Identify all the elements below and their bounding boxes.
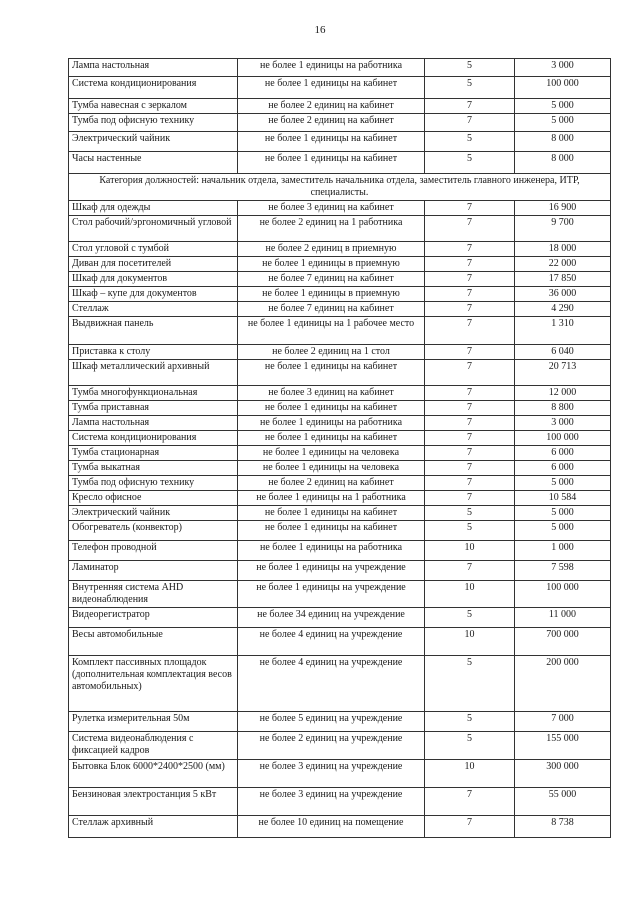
norm-cell: не более 1 единицы на кабинет: [238, 360, 425, 386]
price-cell: 1 000: [515, 541, 611, 561]
norm-cell: не более 7 единиц на кабинет: [238, 302, 425, 317]
service-life-cell: 7: [425, 317, 515, 345]
norm-cell: не более 1 единицы на учреждение: [238, 561, 425, 581]
table-row: [69, 242, 611, 257]
service-life-cell: 7: [425, 416, 515, 431]
table-row: [69, 491, 611, 506]
service-life-cell: 7: [425, 201, 515, 216]
service-life-cell: 5: [425, 152, 515, 174]
item-name-cell: Тумба навесная с зеркалом: [69, 99, 238, 114]
price-cell: 100 000: [515, 77, 611, 99]
service-life-cell: 7: [425, 114, 515, 132]
item-name-cell: Система видеонаблюдения с фиксацией кадров: [69, 732, 238, 760]
item-name-cell: Приставка к столу: [69, 345, 238, 360]
service-life-cell: 7: [425, 287, 515, 302]
price-cell: 36 000: [515, 287, 611, 302]
price-cell: 100 000: [515, 431, 611, 446]
price-cell: 5 000: [515, 506, 611, 521]
norm-cell: не более 34 единиц на учреждение: [238, 608, 425, 628]
price-cell: 200 000: [515, 656, 611, 712]
norm-cell: не более 10 единиц на помещение: [238, 816, 425, 838]
price-cell: 5 000: [515, 521, 611, 541]
service-life-cell: 7: [425, 816, 515, 838]
item-name-cell: Обогреватель (конвектор): [69, 521, 238, 541]
item-name-cell: Лампа настольная: [69, 416, 238, 431]
item-name-cell: Бытовка Блок 6000*2400*2500 (мм): [69, 760, 238, 788]
item-name-cell: Тумба стационарная: [69, 446, 238, 461]
table-row: [69, 431, 611, 446]
table-row: [69, 302, 611, 317]
norm-cell: не более 1 единицы на кабинет: [238, 431, 425, 446]
price-cell: 8 800: [515, 401, 611, 416]
item-name-cell: Система кондиционирования: [69, 77, 238, 99]
norm-cell: не более 1 единицы на кабинет: [238, 401, 425, 416]
price-cell: 5 000: [515, 476, 611, 491]
norm-cell: не более 3 единиц на учреждение: [238, 760, 425, 788]
item-name-cell: Тумба под офисную технику: [69, 476, 238, 491]
service-life-cell: 5: [425, 521, 515, 541]
price-cell: 55 000: [515, 788, 611, 816]
norm-cell: не более 2 единиц на 1 работника: [238, 216, 425, 242]
table-row: [69, 152, 611, 174]
service-life-cell: 5: [425, 712, 515, 732]
norm-cell: не более 1 единицы на учреждение: [238, 581, 425, 608]
item-name-cell: Бензиновая электростанция 5 кВт: [69, 788, 238, 816]
table-row: [69, 581, 611, 608]
service-life-cell: 5: [425, 608, 515, 628]
price-cell: 16 900: [515, 201, 611, 216]
table-row: [69, 287, 611, 302]
service-life-cell: 7: [425, 446, 515, 461]
table-row: [69, 216, 611, 242]
service-life-cell: 5: [425, 132, 515, 152]
item-name-cell: Шкаф – купе для документов: [69, 287, 238, 302]
table-row: [69, 712, 611, 732]
norm-cell: не более 2 единиц на 1 стол: [238, 345, 425, 360]
norm-cell: не более 3 единиц на кабинет: [238, 201, 425, 216]
item-name-cell: Шкаф металлический архивный: [69, 360, 238, 386]
price-cell: 17 850: [515, 272, 611, 287]
price-cell: 5 000: [515, 114, 611, 132]
service-life-cell: 7: [425, 561, 515, 581]
service-life-cell: 10: [425, 581, 515, 608]
service-life-cell: 7: [425, 491, 515, 506]
price-cell: 100 000: [515, 581, 611, 608]
service-life-cell: 7: [425, 345, 515, 360]
table-row: [69, 446, 611, 461]
price-cell: 300 000: [515, 760, 611, 788]
category-row: [69, 174, 611, 201]
norm-cell: не более 1 единицы в приемную: [238, 257, 425, 272]
page-number: 16: [314, 24, 326, 36]
table-row: [69, 561, 611, 581]
item-name-cell: Стеллаж архивный: [69, 816, 238, 838]
table-row: [69, 257, 611, 272]
service-life-cell: 7: [425, 272, 515, 287]
norm-cell: не более 4 единиц на учреждение: [238, 656, 425, 712]
table-row: [69, 132, 611, 152]
price-cell: 4 290: [515, 302, 611, 317]
service-life-cell: 7: [425, 401, 515, 416]
norm-cell: не более 2 единиц в приемную: [238, 242, 425, 257]
norm-cell: не более 1 единицы на человека: [238, 446, 425, 461]
table-row: [69, 201, 611, 216]
item-name-cell: Диван для посетителей: [69, 257, 238, 272]
price-cell: 7 000: [515, 712, 611, 732]
table-row: [69, 506, 611, 521]
item-name-cell: Комплект пассивных площадок (дополнительная комплектация весов автомобильных): [69, 656, 238, 712]
price-cell: 700 000: [515, 628, 611, 656]
norm-cell: не более 1 единицы на кабинет: [238, 152, 425, 174]
item-name-cell: Система кондиционирования: [69, 431, 238, 446]
price-cell: 6 000: [515, 446, 611, 461]
table-row: [69, 760, 611, 788]
item-name-cell: Весы автомобильные: [69, 628, 238, 656]
norm-cell: не более 4 единиц на учреждение: [238, 628, 425, 656]
service-life-cell: 7: [425, 242, 515, 257]
table-row: [69, 59, 611, 77]
item-name-cell: Телефон проводной: [69, 541, 238, 561]
item-name-cell: Электрический чайник: [69, 132, 238, 152]
table-row: [69, 77, 611, 99]
table-row: [69, 476, 611, 491]
price-cell: 7 598: [515, 561, 611, 581]
price-cell: 3 000: [515, 416, 611, 431]
price-cell: 8 000: [515, 132, 611, 152]
item-name-cell: Тумба выкатная: [69, 461, 238, 476]
table-row: [69, 272, 611, 287]
item-name-cell: Выдвижная панель: [69, 317, 238, 345]
item-name-cell: Рулетка измерительная 50м: [69, 712, 238, 732]
service-life-cell: 7: [425, 431, 515, 446]
norm-cell: не более 3 единиц на кабинет: [238, 386, 425, 401]
service-life-cell: 10: [425, 628, 515, 656]
category-heading: Категория должностей: начальник отдела, заместитель начальника отдела, заместитель главного инженера, ИТР, специалисты.: [69, 174, 611, 201]
norms-table: [68, 58, 611, 838]
table-row: [69, 99, 611, 114]
norm-cell: не более 7 единиц на кабинет: [238, 272, 425, 287]
table-row: [69, 401, 611, 416]
table-row: [69, 521, 611, 541]
norm-cell: не более 1 единицы на работника: [238, 416, 425, 431]
price-cell: 5 000: [515, 99, 611, 114]
table-row: [69, 345, 611, 360]
price-cell: 6 040: [515, 345, 611, 360]
table-row: [69, 816, 611, 838]
table-row: [69, 461, 611, 476]
item-name-cell: Тумба под офисную технику: [69, 114, 238, 132]
service-life-cell: 5: [425, 59, 515, 77]
service-life-cell: 5: [425, 656, 515, 712]
item-name-cell: Видеорегистратор: [69, 608, 238, 628]
item-name-cell: Внутренняя система AHD видеонаблюдения: [69, 581, 238, 608]
item-name-cell: Кресло офисное: [69, 491, 238, 506]
item-name-cell: Тумба приставная: [69, 401, 238, 416]
norm-cell: не более 1 единицы на кабинет: [238, 132, 425, 152]
price-cell: 8 738: [515, 816, 611, 838]
table-row: [69, 732, 611, 760]
norm-cell: не более 2 единиц на кабинет: [238, 114, 425, 132]
item-name-cell: Шкаф для документов: [69, 272, 238, 287]
item-name-cell: Электрический чайник: [69, 506, 238, 521]
item-name-cell: Стеллаж: [69, 302, 238, 317]
price-cell: 8 000: [515, 152, 611, 174]
price-cell: 10 584: [515, 491, 611, 506]
norm-cell: не более 1 единицы на 1 рабочее место: [238, 317, 425, 345]
service-life-cell: 5: [425, 77, 515, 99]
table-row: [69, 114, 611, 132]
service-life-cell: 7: [425, 386, 515, 401]
price-cell: 18 000: [515, 242, 611, 257]
price-cell: 6 000: [515, 461, 611, 476]
norm-cell: не более 3 единиц на учреждение: [238, 788, 425, 816]
service-life-cell: 7: [425, 788, 515, 816]
table-row: [69, 628, 611, 656]
norm-cell: не более 5 единиц на учреждение: [238, 712, 425, 732]
price-cell: 155 000: [515, 732, 611, 760]
price-cell: 11 000: [515, 608, 611, 628]
item-name-cell: Стол угловой с тумбой: [69, 242, 238, 257]
item-name-cell: Лампа настольная: [69, 59, 238, 77]
norm-cell: не более 1 единицы на 1 работника: [238, 491, 425, 506]
service-life-cell: 7: [425, 476, 515, 491]
item-name-cell: Ламинатор: [69, 561, 238, 581]
item-name-cell: Стол рабочий/эргономичный угловой: [69, 216, 238, 242]
norm-cell: не более 2 единиц на учреждение: [238, 732, 425, 760]
item-name-cell: Тумба многофункциональная: [69, 386, 238, 401]
service-life-cell: 5: [425, 506, 515, 521]
table-row: [69, 541, 611, 561]
norm-cell: не более 1 единицы на человека: [238, 461, 425, 476]
service-life-cell: 10: [425, 760, 515, 788]
item-name-cell: Часы настенные: [69, 152, 238, 174]
table-row: [69, 386, 611, 401]
service-life-cell: 7: [425, 302, 515, 317]
service-life-cell: 7: [425, 216, 515, 242]
service-life-cell: 5: [425, 732, 515, 760]
norm-cell: не более 1 единицы на работника: [238, 541, 425, 561]
table-row: [69, 788, 611, 816]
service-life-cell: 7: [425, 99, 515, 114]
price-cell: 20 713: [515, 360, 611, 386]
table-row: [69, 317, 611, 345]
table-row: [69, 608, 611, 628]
norm-cell: не более 1 единицы в приемную: [238, 287, 425, 302]
service-life-cell: 7: [425, 461, 515, 476]
service-life-cell: 7: [425, 257, 515, 272]
table-row: [69, 360, 611, 386]
price-cell: 22 000: [515, 257, 611, 272]
service-life-cell: 7: [425, 360, 515, 386]
item-name-cell: Шкаф для одежды: [69, 201, 238, 216]
table-row: [69, 656, 611, 712]
norm-cell: не более 1 единицы на работника: [238, 59, 425, 77]
service-life-cell: 10: [425, 541, 515, 561]
norm-cell: не более 2 единиц на кабинет: [238, 476, 425, 491]
price-cell: 3 000: [515, 59, 611, 77]
norm-cell: не более 1 единицы на кабинет: [238, 77, 425, 99]
table-row: [69, 416, 611, 431]
norm-cell: не более 1 единицы на кабинет: [238, 521, 425, 541]
norm-cell: не более 2 единиц на кабинет: [238, 99, 425, 114]
norm-cell: не более 1 единицы на кабинет: [238, 506, 425, 521]
price-cell: 9 700: [515, 216, 611, 242]
price-cell: 1 310: [515, 317, 611, 345]
price-cell: 12 000: [515, 386, 611, 401]
